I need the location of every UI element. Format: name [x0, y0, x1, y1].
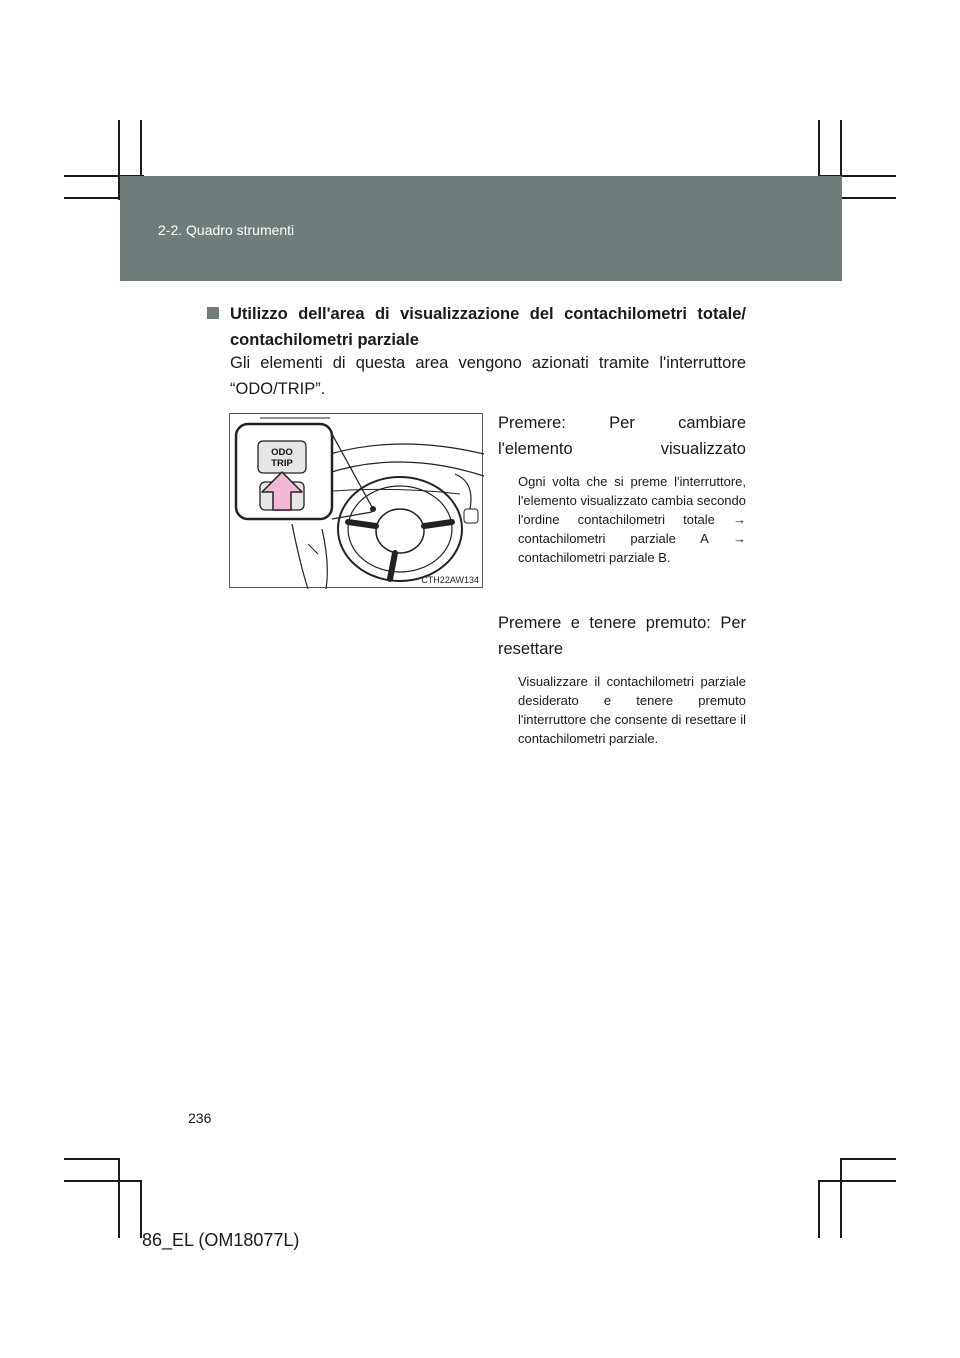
crop-mark — [64, 1158, 120, 1160]
section-label: 2-2. Quadro strumenti — [158, 222, 295, 238]
square-bullet-icon — [207, 307, 219, 319]
section-heading — [230, 301, 746, 353]
intro-paragraph: Gli elementi di questa area vengono azionati tramite l'interruttore “ODO/TRIP”. — [230, 354, 746, 398]
steering-wheel-illustration — [230, 414, 484, 589]
odo-trip-figure — [229, 413, 483, 588]
item-2-title: Premere e tenere premuto: Per resettare — [498, 614, 746, 658]
item-2 — [498, 610, 746, 748]
crop-mark — [64, 1180, 142, 1182]
item-1 — [498, 410, 746, 567]
crop-mark — [818, 1180, 820, 1238]
footer-code: 86_EL (OM18077L) — [142, 1230, 300, 1250]
item-1-body: Ogni volta che si preme l'interruttore, l'elemento visualizzato cambia secondo l'ordine contachilometri totale → contachilometri parziale A → contachilometri parziale B. — [518, 474, 746, 565]
item-2-body: Visualizzare il contachilometri parziale desiderato e tenere premuto l'interruttore che consente di resettare il contachilometri parziale. — [518, 674, 746, 746]
crop-mark — [840, 1158, 896, 1160]
section-heading-text: Utilizzo dell'area di visualizzazione del contachilometri totale/ contachilometri parziale — [230, 305, 746, 349]
figure-code: CTH22AW134 — [421, 575, 479, 585]
item-1-title: Premere: Per cambiare l'elemento visualizzato — [498, 414, 746, 458]
crop-mark — [840, 1158, 842, 1238]
odo-label: ODO — [271, 447, 293, 458]
page-number: 236 — [188, 1110, 212, 1126]
trip-label: TRIP — [271, 458, 293, 469]
crop-mark — [118, 1158, 120, 1238]
crop-mark — [818, 1180, 896, 1182]
